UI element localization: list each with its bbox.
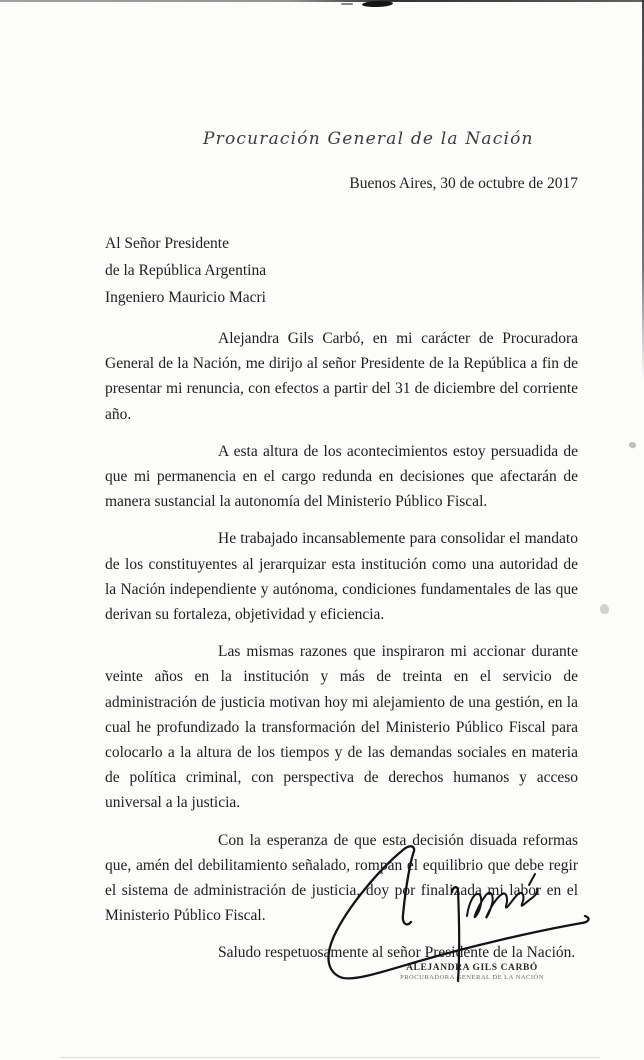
dateline: Buenos Aires, 30 de octubre de 2017 xyxy=(349,175,578,192)
recipient-line: de la República Argentina xyxy=(105,262,267,279)
paragraph: Las mismas razones que inspiraron mi accionar durante veinte años en la institución y más de treinta en el servicio de administración de justicia motivan hoy mi alejamiento de una gestión, en la cual he profundizado la transformación del Ministerio Público Fiscal para colocarlo a la altura de los tiempos y de las demandas sociales en materia de política criminal, con perspectiva de derechos humanos y acceso universal a la justicia. xyxy=(105,643,578,812)
paragraph: Con la esperanza de que esta decisión disuada reformas que, amén del debilitamiento señalado, rompan el equilibrio que debe regir el sistema de administración de justicia, doy por finalizada mi labor en el Ministerio Público Fiscal. xyxy=(105,831,578,925)
signature-handwriting xyxy=(321,842,603,994)
scan-artifact-bottom-edge xyxy=(60,1057,600,1058)
paragraph: He trabajado incansablemente para consolidar el mandato de los constituyentes al jerarquizar esta institución como una autoridad de la Nación independiente y autónoma, condiciones fundamentales de las que derivan su fortaleza, objetividad y eficiencia. xyxy=(105,530,578,624)
scan-artifact-smudge xyxy=(628,441,637,450)
scan-artifact-top-blob xyxy=(362,0,393,7)
scan-artifact-top-dash xyxy=(341,3,353,5)
recipient-block xyxy=(105,230,266,311)
recipient-line: Ingeniero Mauricio Macri xyxy=(105,289,266,306)
paragraph: A esta altura de los acontecimientos estoy persuadida de que mi permanencia en el cargo redunda en decisiones que afectarán de manera sustancial la autonomía del Ministerio Público Fiscal. xyxy=(105,442,578,511)
recipient-line: Al Señor Presidente xyxy=(105,235,229,252)
signer-title: PROCURADORA GENERAL DE LA NACIÓN xyxy=(400,974,544,981)
paragraph: Alejandra Gils Carbó, en mi carácter de Procuradora General de la Nación, me dirijo al señor Presidente de la República a fin de presentar mi renuncia, con efectos a partir del 31 de diciembre del corriente año. xyxy=(105,330,578,423)
letterhead-title: Procuración General de la Nación xyxy=(203,129,534,149)
scan-artifact-top-edge xyxy=(0,0,644,2)
signer-name: ALEJANDRA GILS CARBÓ xyxy=(406,963,538,973)
scan-artifact-smudge xyxy=(600,604,609,614)
closing-line: Saludo respetuosamente al señor Presidente de la Nación. xyxy=(218,944,576,962)
